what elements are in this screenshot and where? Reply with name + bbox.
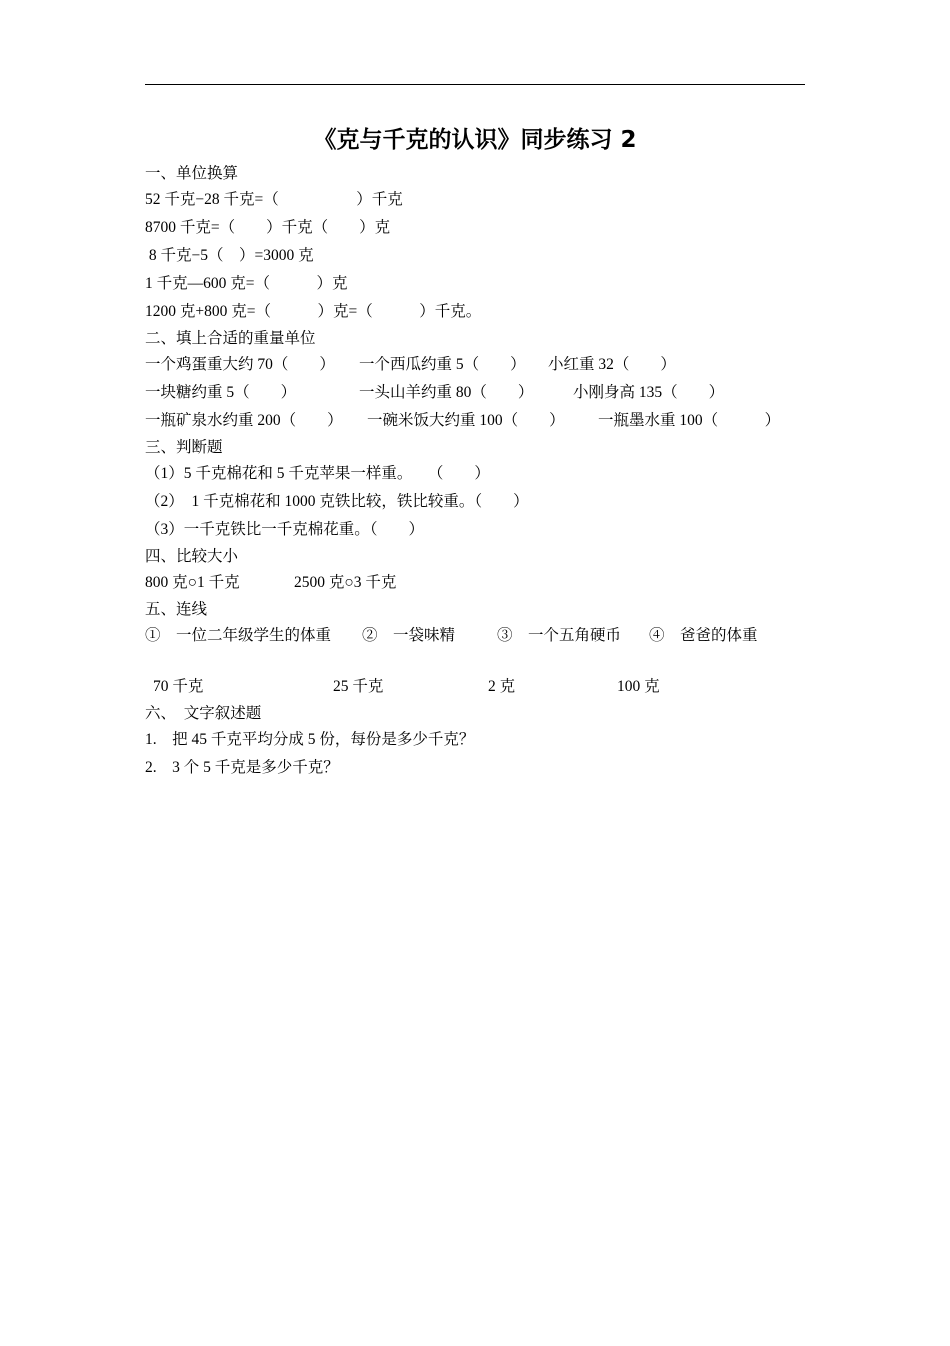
s2-r3-c1: 一瓶矿泉水约重 200（ ） bbox=[145, 412, 343, 429]
s5-top-4: ④ 爸爸的体重 bbox=[649, 627, 758, 644]
s2-r3-c3: 一瓶墨水重 100（ ） bbox=[598, 412, 781, 429]
s2-r1-c2: 一个西瓜约重 5（ ） bbox=[359, 356, 526, 373]
section3-heading: 三、判断题 bbox=[145, 439, 223, 456]
s3-item-3: （3）一千克铁比一千克棉花重。（ ） bbox=[145, 521, 425, 538]
s4-item-2: 2500 克○3 千克 bbox=[294, 574, 397, 591]
s5-bottom-1: 70 千克 bbox=[153, 678, 204, 695]
s2-r1-c3: 小红重 32（ ） bbox=[548, 356, 676, 373]
s3-item-1: （1）5 千克棉花和 5 千克苹果一样重。 （ ） bbox=[145, 465, 490, 482]
section1-heading: 一、单位换算 bbox=[145, 165, 239, 182]
s2-r1-c1: 一个鸡蛋重大约 70（ ） bbox=[145, 356, 335, 373]
s5-bottom-3: 2 克 bbox=[488, 678, 516, 695]
s6-item-2: 2. 3 个 5 千克是多少千克？ bbox=[145, 759, 339, 776]
section2-heading: 二、填上合适的重量单位 bbox=[145, 330, 316, 347]
s5-top-3: ③ 一个五角硬币 bbox=[497, 627, 622, 644]
s1-item-1: 52 千克−28 千克=（ ）千克 bbox=[145, 191, 403, 208]
section6-heading: 六、 文字叙述题 bbox=[145, 705, 262, 722]
section5-heading: 五、连线 bbox=[145, 601, 208, 618]
header-rule bbox=[145, 84, 805, 85]
s2-r2-c3: 小刚身高 135（ ） bbox=[573, 384, 725, 401]
s5-bottom-4: 100 克 bbox=[617, 678, 660, 695]
s2-r2-c1: 一块糖约重 5（ ） bbox=[145, 384, 297, 401]
s2-r2-c2: 一头山羊约重 80（ ） bbox=[359, 384, 534, 401]
s3-item-2: （2） 1 千克棉花和 1000 克铁比较，铁比较重。（ ） bbox=[145, 493, 529, 510]
s5-top-1: ① 一位二年级学生的体重 bbox=[145, 627, 332, 644]
s1-item-5: 1200 克+800 克=（ ）克=（ ）千克。 bbox=[145, 303, 482, 320]
s1-item-3: 8 千克−5（ ）=3000 克 bbox=[145, 247, 314, 264]
s1-item-2: 8700 千克=（ ）千克（ ）克 bbox=[145, 219, 391, 236]
s5-top-2: ② 一袋味精 bbox=[362, 627, 456, 644]
s2-r3-c2: 一碗米饭大约重 100（ ） bbox=[367, 412, 565, 429]
page-title: 《克与千克的认识》同步练习 2 bbox=[313, 127, 637, 153]
s6-item-1: 1. 把 45 千克平均分成 5 份，每份是多少千克？ bbox=[145, 731, 475, 748]
s5-bottom-2: 25 千克 bbox=[333, 678, 384, 695]
s1-item-4: 1 千克—600 克=（ ）克 bbox=[145, 275, 348, 292]
section4-heading: 四、比较大小 bbox=[145, 548, 239, 565]
s4-item-1: 800 克○1 千克 bbox=[145, 574, 240, 591]
